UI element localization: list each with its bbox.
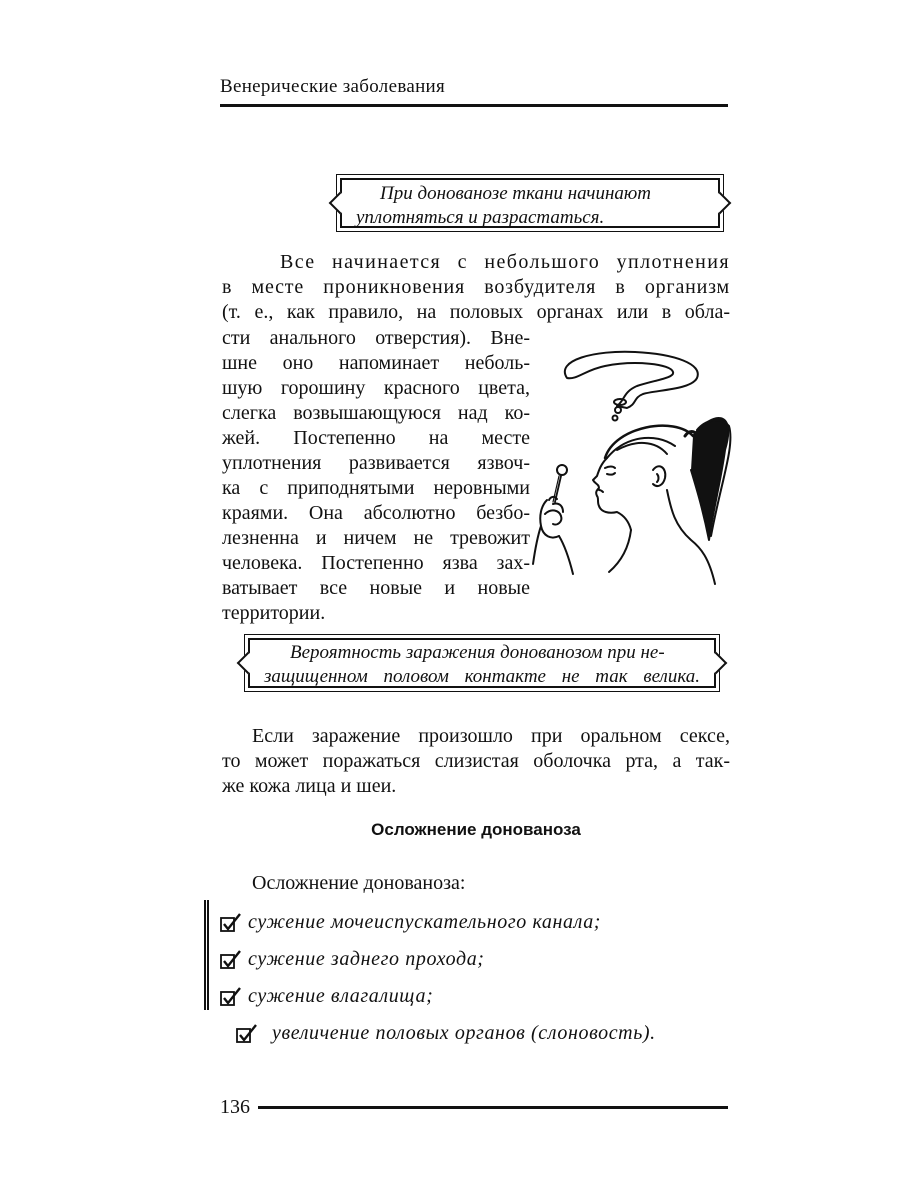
wrap-line-5: жей. Постепенно на месте — [222, 427, 530, 449]
paragraph-1-line-2: в месте проникновения возбудителя в организм — [222, 276, 730, 298]
paragraph-1 — [222, 250, 730, 325]
callout-box-1 — [340, 178, 720, 228]
paragraph-2-line-2: то может поражаться слизистая оболочка рта, а так- — [222, 750, 730, 772]
paragraph-2 — [222, 724, 730, 799]
callout-box-2 — [248, 638, 716, 688]
list-item-text: сужение влагалища; — [248, 985, 434, 1007]
list-item-text: увеличение половых органов (слоновость). — [272, 1022, 656, 1044]
section-title: Осложнение донованоза — [371, 820, 581, 839]
list-item — [220, 978, 656, 1015]
running-head: Венерические заболевания — [220, 76, 446, 97]
list-item — [220, 904, 656, 941]
list-item — [220, 941, 656, 978]
wrap-line-8: краями. Она абсолютно безбо- — [222, 502, 530, 524]
margin-double-bar — [204, 900, 209, 1010]
page-number: 136 — [220, 1096, 250, 1118]
wrap-line-2: шне оно напоминает неболь- — [222, 352, 530, 374]
header-rule — [220, 104, 728, 107]
wrap-line-11: ватывает все новые и новые — [222, 577, 530, 599]
list-intro: Осложнение донованоза: — [252, 872, 466, 894]
checkbox-checked-icon — [220, 913, 242, 933]
list-item — [220, 1015, 656, 1052]
wrap-line-6: уплотнения развивается язвоч- — [222, 452, 530, 474]
callout-1-line-1: При донованозе ткани начинают — [380, 183, 651, 204]
wrap-line-9: лезненна и ничем не тревожит — [222, 527, 530, 549]
checkbox-checked-icon — [236, 1024, 258, 1044]
paragraph-1-line-1: Все начинается с небольшого уплотнения — [280, 251, 730, 273]
checkbox-checked-icon — [220, 987, 242, 1007]
paragraph-2-line-1: Если заражение произошло при оральном сексе, — [252, 725, 730, 747]
paragraph-wrap — [222, 326, 530, 626]
checkbox-checked-icon — [220, 950, 242, 970]
girl-with-question-mark-illustration — [525, 350, 735, 588]
wrap-line-1: сти анального отверстия). Вне- — [222, 327, 530, 349]
list-item-text: сужение заднего прохода; — [248, 948, 485, 970]
paragraph-1-line-3: (т. е., как правило, на половых органах или в обла- — [222, 301, 730, 323]
wrap-line-10: человека. Постепенно язва зах- — [222, 552, 530, 574]
footer-rule — [258, 1106, 728, 1109]
wrap-line-12: территории. — [222, 602, 326, 624]
wrap-line-4: слегка возвышающуюся над ко- — [222, 402, 530, 424]
callout-1-line-2: уплотняться и разрастаться. — [356, 207, 605, 228]
wrap-line-7: ка с приподнятыми неровными — [222, 477, 530, 499]
callout-2-line-2: защищенном половом контакте не так велика. — [264, 666, 700, 687]
list-item-text: сужение мочеиспускательного канала; — [248, 911, 602, 933]
callout-2-line-1: Вероятность заражения донованозом при не- — [290, 642, 665, 663]
wrap-line-3: шую горошину красного цвета, — [222, 377, 530, 399]
checklist — [220, 904, 656, 1052]
paragraph-2-line-3: же кожа лица и шеи. — [222, 775, 397, 797]
